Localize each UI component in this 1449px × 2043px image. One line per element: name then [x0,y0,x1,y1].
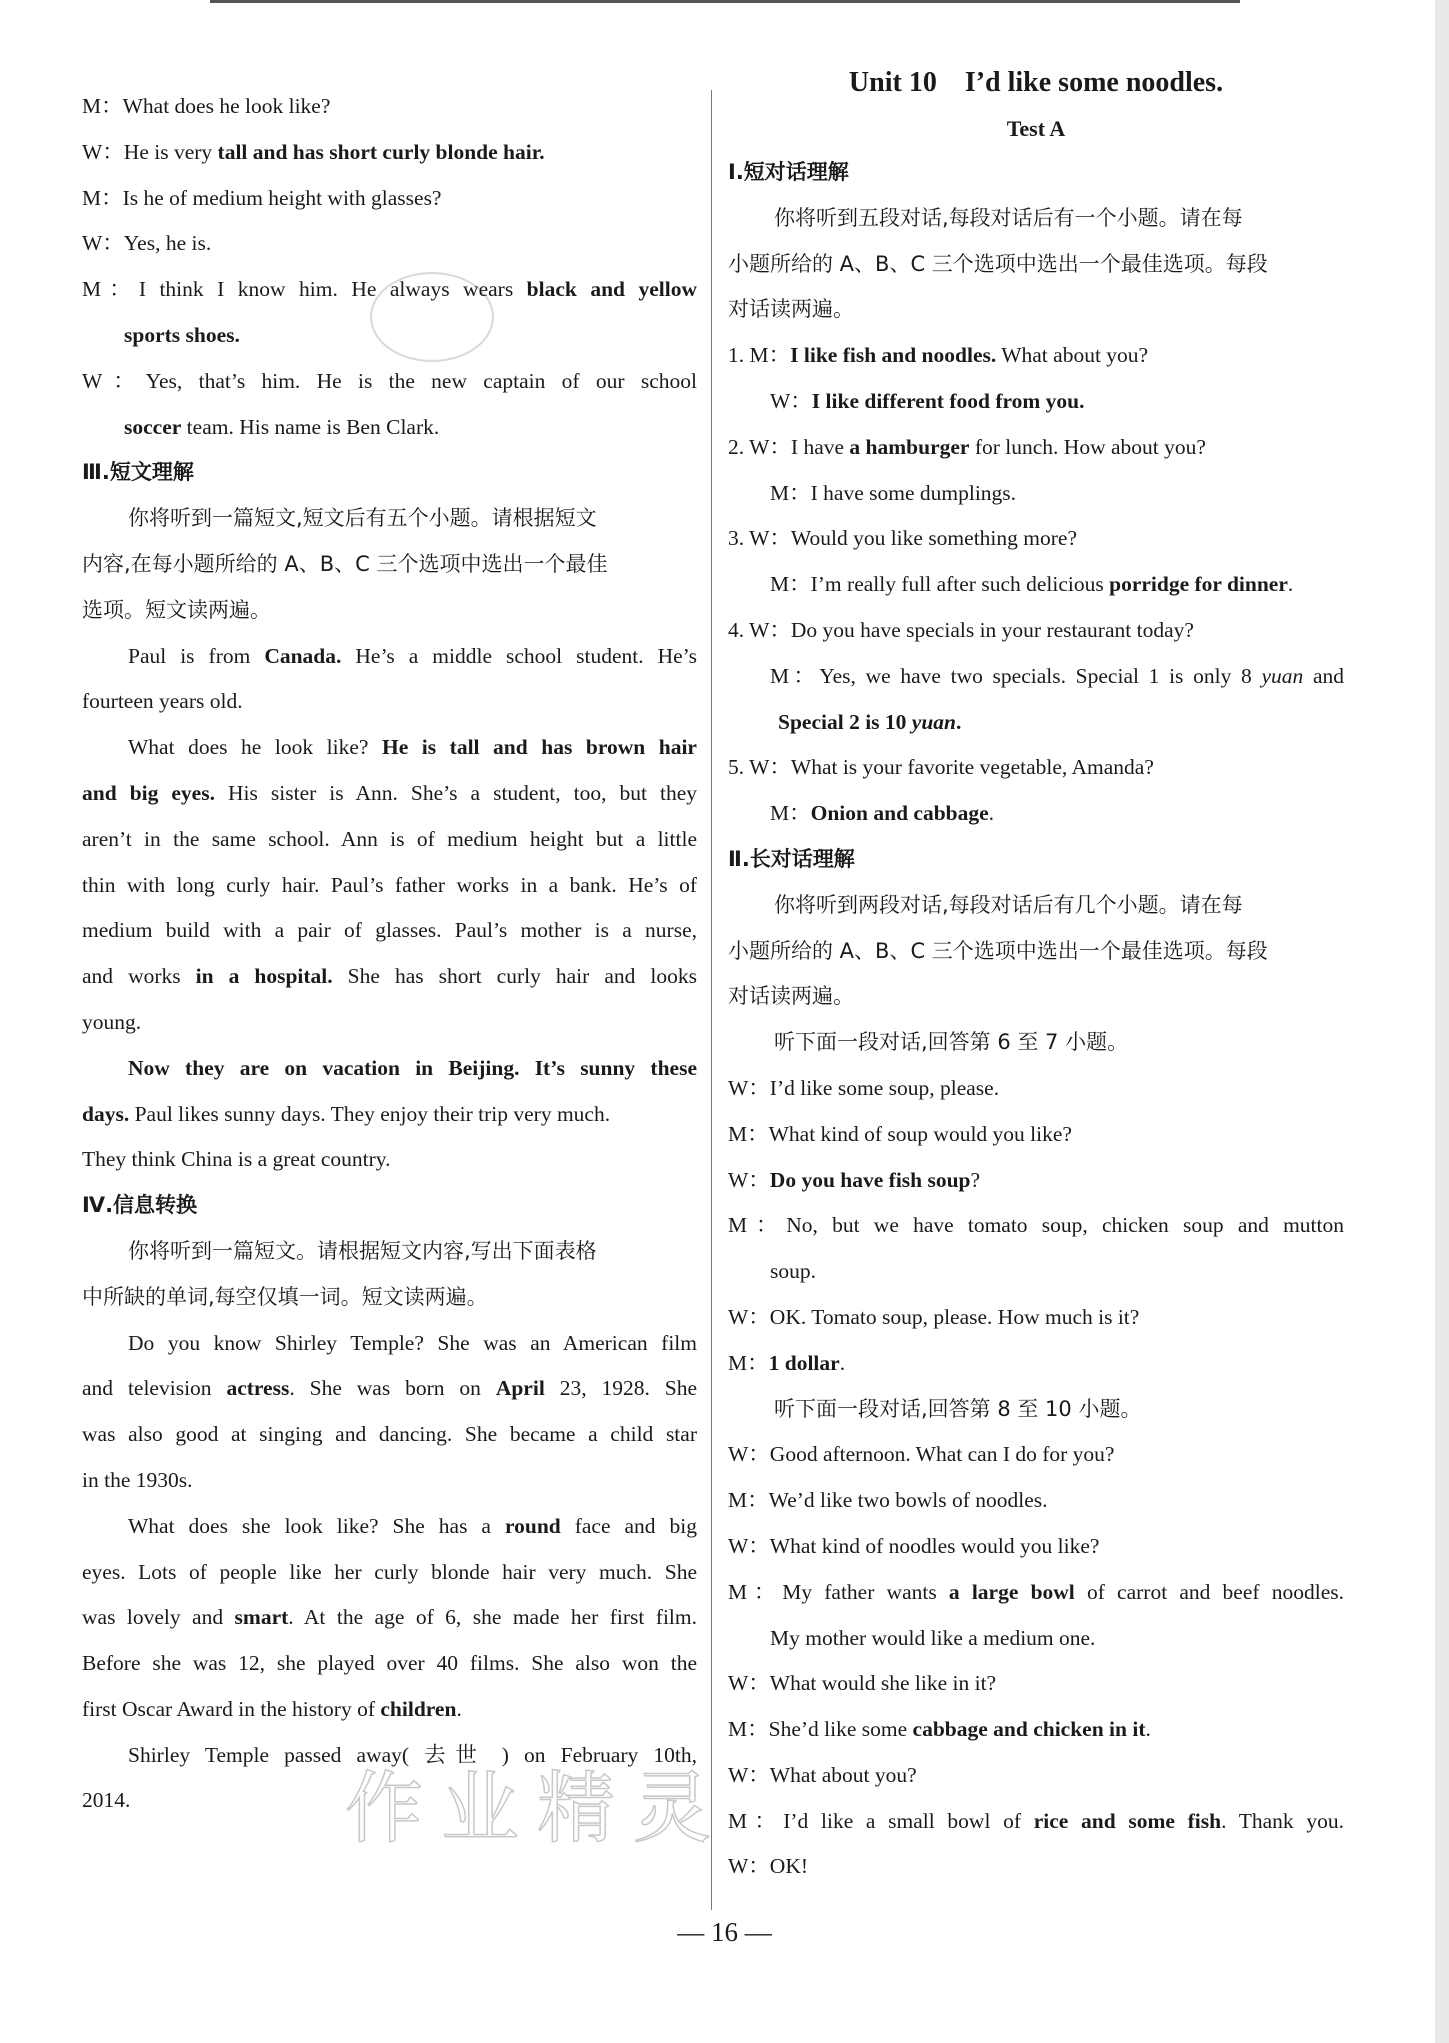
right-text-line: 2. W：I have a hamburger for lunch. How about you? [728,434,1206,459]
page-number: — 16 — [677,1917,772,1947]
left-text-line: first Oscar Award in the history of children. [82,1696,462,1721]
left-text-line: days. Paul likes sunny days. They enjoy their trip very much. [82,1101,611,1126]
right-text-line: 对话读两遍。 [728,984,854,1009]
left-text-line: 你将听到一篇短文。请根据短文内容,写出下面表格 [128,1238,597,1263]
right-text-line: Ⅱ.长对话理解 [728,846,855,871]
column-divider [711,90,712,1910]
left-text-line: and works in a hospital. She has short curly hair and looks [82,964,697,989]
right-text-line: 对话读两遍。 [728,297,854,322]
top-rule [210,0,1240,3]
left-text-line: 2014. [82,1788,131,1813]
left-text-line: 选项。短文读两遍。 [82,597,271,622]
right-text-line: W：What kind of noodles would you like? [728,1533,1100,1558]
right-text-line: soup. [770,1259,816,1284]
left-text-line: Before she was 12, she played over 40 films. She also won the [82,1651,697,1676]
right-text-line: 小题所给的 A、B、C 三个选项中选出一个最佳选项。每段 [728,938,1268,963]
right-text-line: W：OK! [728,1854,809,1879]
left-text-line: W：Yes, he is. [82,231,212,256]
right-text-line: 小题所给的 A、B、C 三个选项中选出一个最佳选项。每段 [728,251,1268,276]
right-text-line: W：Good afternoon. What can I do for you? [728,1442,1115,1467]
right-text-line: M：No, but we have tomato soup, chicken soup and mutton [728,1213,1344,1238]
left-text-line: They think China is a great country. [82,1147,391,1172]
left-text-line: in the 1930s. [82,1467,193,1492]
test-title: Test A [1006,116,1066,141]
left-text-line: aren’t in the same school. Ann is of medium height but a little [82,826,697,851]
right-text-line: Ⅰ.短对话理解 [728,160,849,184]
right-text-line: M：Onion and cabbage. [770,801,995,826]
right-text-line: 1. M：I like fish and noodles. What about you? [728,343,1149,368]
right-text-line: 3. W：Would you like something more? [728,526,1077,551]
left-text-line: 中所缺的单词,每空仅填一词。短文读两遍。 [82,1284,488,1309]
left-text-line: Ⅲ.短文理解 [82,460,194,485]
right-text-line: W：What about you? [728,1762,917,1787]
left-text-line: Now they are on vacation in Beijing. It’s sunny these [128,1055,697,1080]
left-column [82,84,697,1824]
left-text-line: was also good at singing and dancing. She became a child star [82,1422,697,1447]
left-text-line: and big eyes. His sister is Ann. She’s a student, too, but they [82,780,697,805]
left-text-line: Shirley Temple passed away( 去世 ) on February 10th, [128,1742,697,1767]
left-text-line: Paul is from Canada. He’s a middle school student. He’s [128,643,697,668]
left-text-line: soccer team. His name is Ben Clark. [124,414,440,439]
left-text-line: What does he look like? He is tall and has brown hair [128,735,697,760]
right-text-line: M：Yes, we have two specials. Special 1 is only 8 yuan and [770,663,1344,688]
right-text-line: 4. W：Do you have specials in your restaurant today? [728,617,1194,642]
page-edge-shadow [1435,0,1449,2043]
right-text-line: W：OK. Tomato soup, please. How much is it? [728,1304,1140,1329]
left-text-line: Ⅳ.信息转换 [82,1193,198,1218]
right-text-line: W：What would she like in it? [728,1671,997,1696]
right-text-line: W：I like different food from you. [770,388,1085,413]
left-text-line: Do you know Shirley Temple? She was an American film [128,1330,697,1355]
right-text-line: 你将听到两段对话,每段对话后有几个小题。请在每 [774,892,1243,917]
right-text-line: M：1 dollar. [728,1350,846,1375]
right-text-line: Special 2 is 10 yuan. [778,709,962,734]
right-column-body [728,150,1344,1890]
left-text-line: sports shoes. [124,322,240,347]
right-text-line: 听下面一段对话,回答第 6 至 7 小题。 [774,1030,1129,1055]
left-text-line: 你将听到一篇短文,短文后有五个小题。请根据短文 [128,506,597,531]
left-text-line: M：I think I know him. He always wears black and yellow [82,277,697,302]
left-text-line: M：Is he of medium height with glasses? [82,185,442,210]
right-text-line: W：Do you have fish soup? [728,1167,981,1192]
right-text-line: M：I have some dumplings. [770,480,1017,505]
right-text-line: W：I’d like some soup, please. [728,1075,1000,1100]
left-text-line: fourteen years old. [82,689,243,714]
left-text-line: medium build with a pair of glasses. Paul’s mother is a nurse, [82,918,697,943]
left-text-line: W：Yes, that’s him. He is the new captain of our school [82,368,697,393]
right-text-line: M：I’d like a small bowl of rice and some fish. Thank you. [728,1808,1344,1833]
left-text-line: was lovely and smart. At the age of 6, she made her first film. [82,1605,697,1630]
left-text-line: thin with long curly hair. Paul’s father works in a bank. He’s of [82,872,697,897]
left-text-line: young. [82,1009,142,1034]
right-text-line: M：My father wants a large bowl of carrot and beef noodles. [728,1579,1344,1604]
watermark: 作业精灵 [345,1764,730,1854]
right-column [728,67,1344,1890]
right-text-line: M：What kind of soup would you like? [728,1121,1072,1146]
right-text-line: 5. W：What is your favorite vegetable, Amanda? [728,755,1154,780]
left-text-line: W：He is very tall and has short curly blonde hair. [82,139,545,164]
right-text-line: 听下面一段对话,回答第 8 至 10 小题。 [774,1396,1142,1421]
right-text-line: M：I’m really full after such delicious porridge for dinner. [770,572,1294,597]
right-text-line: M：We’d like two bowls of noodles. [728,1488,1048,1513]
left-text-line: eyes. Lots of people like her curly blonde hair very much. She [82,1559,697,1584]
right-text-line: M：She’d like some cabbage and chicken in it. [728,1717,1151,1742]
unit-title: Unit 10 I’d like some noodles. [848,67,1224,98]
left-text-line: What does she look like? She has a round face and big [128,1513,697,1538]
left-text-line: 内容,在每小题所给的 A、B、C 三个选项中选出一个最佳 [82,551,608,576]
left-text-line: M：What does he look like? [82,94,331,118]
left-text-line: and television actress. She was born on April 23, 1928. She [82,1376,697,1401]
right-text-line: My mother would like a medium one. [770,1625,1096,1650]
right-text-line: 你将听到五段对话,每段对话后有一个小题。请在每 [774,205,1243,230]
